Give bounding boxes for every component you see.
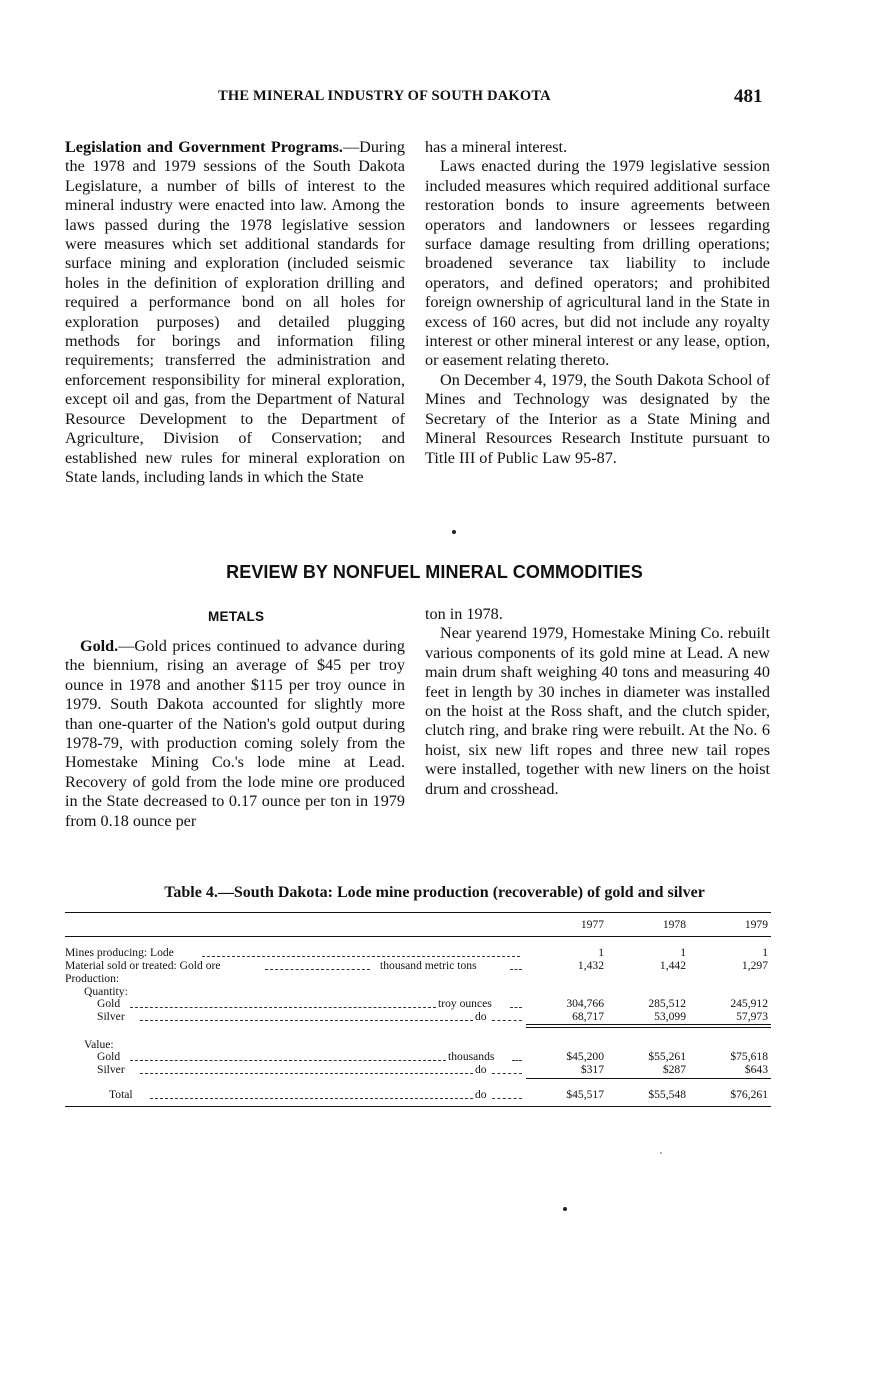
row-unit: do (475, 1088, 487, 1101)
table-cell: 1,297 (741, 959, 768, 972)
table-cell: 304,766 (566, 997, 604, 1010)
table-cell: 53,099 (654, 1010, 686, 1023)
row-group-label: Value: (84, 1038, 114, 1051)
gold-paragraph-1-text: —Gold prices continued to advance during the biennium, rising an average of $45 per troy ounce in 1978 and another $115 per troy ounce in 1979. South Dakota accounted for slightly more than one-quarter of the Nation's gold output during 1978-79, with production coming solely from the Homestake Mining Co.'s lode mine at Lead. Recovery of gold from the lode mine ore produced in the State decreased to 0.17 ounce per ton in 1979 from 0.18 ounce per (65, 637, 405, 830)
page-number: 481 (734, 86, 763, 107)
table-cell: 1,432 (577, 959, 604, 972)
speck-mark (452, 530, 456, 534)
table-cell: 285,512 (648, 997, 686, 1010)
row-label: Silver (97, 1063, 125, 1076)
dot-leader (510, 1007, 522, 1008)
dot-leader (202, 956, 520, 957)
metals-heading: METALS (208, 609, 265, 624)
row-unit: troy ounces (438, 997, 492, 1010)
dot-leader (130, 1007, 436, 1008)
dot-leader (492, 1020, 522, 1021)
dot-leader (492, 1073, 522, 1074)
dot-leader (512, 1060, 522, 1061)
dot-leader (492, 1098, 522, 1099)
table-cell: 245,912 (730, 997, 768, 1010)
table-cell: 57,973 (736, 1010, 768, 1023)
row-unit: thousand metric tons (380, 959, 477, 972)
dot-leader (510, 969, 522, 970)
table-cell: $45,517 (566, 1088, 604, 1101)
table-cell: $55,261 (648, 1050, 686, 1063)
table-cell: $287 (662, 1063, 686, 1076)
running-title: THE MINERAL INDUSTRY OF SOUTH DAKOTA (218, 88, 551, 104)
subtotal-rule (526, 1027, 771, 1028)
table-cell: $76,261 (730, 1088, 768, 1101)
year-header: 1979 (744, 918, 768, 931)
row-label: Gold (97, 1050, 121, 1063)
table-header-rule (65, 936, 771, 937)
row-label: Silver (97, 1010, 125, 1023)
gold-paragraph-1-continued: ton in 1978. (425, 605, 503, 623)
legislation-heading: Legislation and Government Programs. (65, 138, 343, 156)
row-group-label: Quantity: (84, 985, 128, 998)
section-title: REVIEW BY NONFUEL MINERAL COMMODITIES (226, 562, 643, 582)
table-title: Table 4.—South Dakota: Lode mine production (recoverable) of gold and silver (164, 884, 705, 901)
table-cell: 1,442 (659, 959, 686, 972)
legislation-paragraph-1-continued: has a mineral interest. (425, 138, 568, 156)
legislation-right-column (425, 138, 770, 468)
row-label: Material sold or treated: Gold ore (65, 959, 221, 972)
table-cell: $643 (744, 1063, 768, 1076)
table-cell: $75,618 (730, 1050, 768, 1063)
gold-paragraph-2: Near yearend 1979, Homestake Mining Co. rebuilt various components of its gold mine at Lead. A new main drum shaft weighing 40 tons and measuring 40 feet in length by 30 inches in diameter was installed on the hoist at the Ross shaft, and the clutch spider, clutch ring, and brake ring were rebuilt. At the No. 6 hoist, six new lift ropes and three new tail ropes were installed, together with new liners on the hoist drum and crosshead. (425, 624, 770, 798)
table-cell: 1 (680, 946, 686, 959)
table-bottom-rule (65, 1106, 771, 1107)
row-label: Gold (97, 997, 121, 1010)
row-unit: do (475, 1010, 487, 1023)
dot-leader (140, 1020, 473, 1021)
legislation-paragraph-2: Laws enacted during the 1979 legislative session included measures which required additional surface restoration bonds to insure agreements between operators and landowners or lessees regarding surface damage resulting from drilling operations; broadened severance tax liability to include operators, and defined operators; and prohibited foreign ownership of agricultural land in the State in excess of 160 acres, but did not include any royalty interest or other mineral interest or any lease, option, or easement relating thereto. (425, 157, 770, 370)
year-header: 1978 (662, 918, 686, 931)
dot-leader (150, 1098, 473, 1099)
gold-paragraph-1 (65, 637, 405, 831)
table-cell: $45,200 (566, 1050, 604, 1063)
row-group-label: Production: (65, 972, 120, 985)
speck-mark (660, 1152, 662, 1154)
speck-mark (563, 1207, 567, 1211)
legislation-paragraph-1 (65, 138, 405, 487)
dot-leader (140, 1073, 473, 1074)
dot-leader (130, 1060, 446, 1061)
gold-right-column (425, 605, 770, 799)
row-unit: thousands (448, 1050, 495, 1063)
subtotal-rule (526, 1078, 771, 1079)
year-header: 1977 (580, 918, 604, 931)
table-top-rule (65, 912, 771, 913)
legislation-paragraph-1-text: —During the 1978 and 1979 sessions of the South Dakota Legislature, a number of bills of interest to the mineral industry were enacted into law. Among the laws passed during the 1978 legislative session were measures which set additional standards for surface mining and exploration (included seismic holes in the definition of exploration drilling and required a performance bond on all holes for exploration purposes) and detailed plugging methods for borings and information filing requirements; transferred the administration and enforcement responsibility for mineral exploration, except oil and gas, from the Department of Natural Resource Development to the Department of Agriculture, Division of Conservation; and established new rules for mineral exploration on State lands, including lands in which the State (65, 138, 405, 486)
row-label: Total (109, 1088, 133, 1101)
table-cell: $317 (580, 1063, 604, 1076)
dot-leader (265, 969, 370, 970)
table-cell: $55,548 (648, 1088, 686, 1101)
subtotal-rule (526, 1024, 771, 1025)
table-cell: 68,717 (572, 1010, 604, 1023)
row-label: Mines producing: Lode (65, 946, 174, 959)
legislation-paragraph-3: On December 4, 1979, the South Dakota School of Mines and Technology was designated by the Secretary of the Interior as a State Mining and Mineral Resources Research Institute pursuant to Title III of Public Law 95-87. (425, 370, 770, 467)
legislation-left-column (65, 138, 405, 487)
row-unit: do (475, 1063, 487, 1076)
gold-left-column (65, 637, 405, 831)
table-cell: 1 (598, 946, 604, 959)
table-cell: 1 (762, 946, 768, 959)
gold-heading: Gold. (80, 637, 119, 655)
